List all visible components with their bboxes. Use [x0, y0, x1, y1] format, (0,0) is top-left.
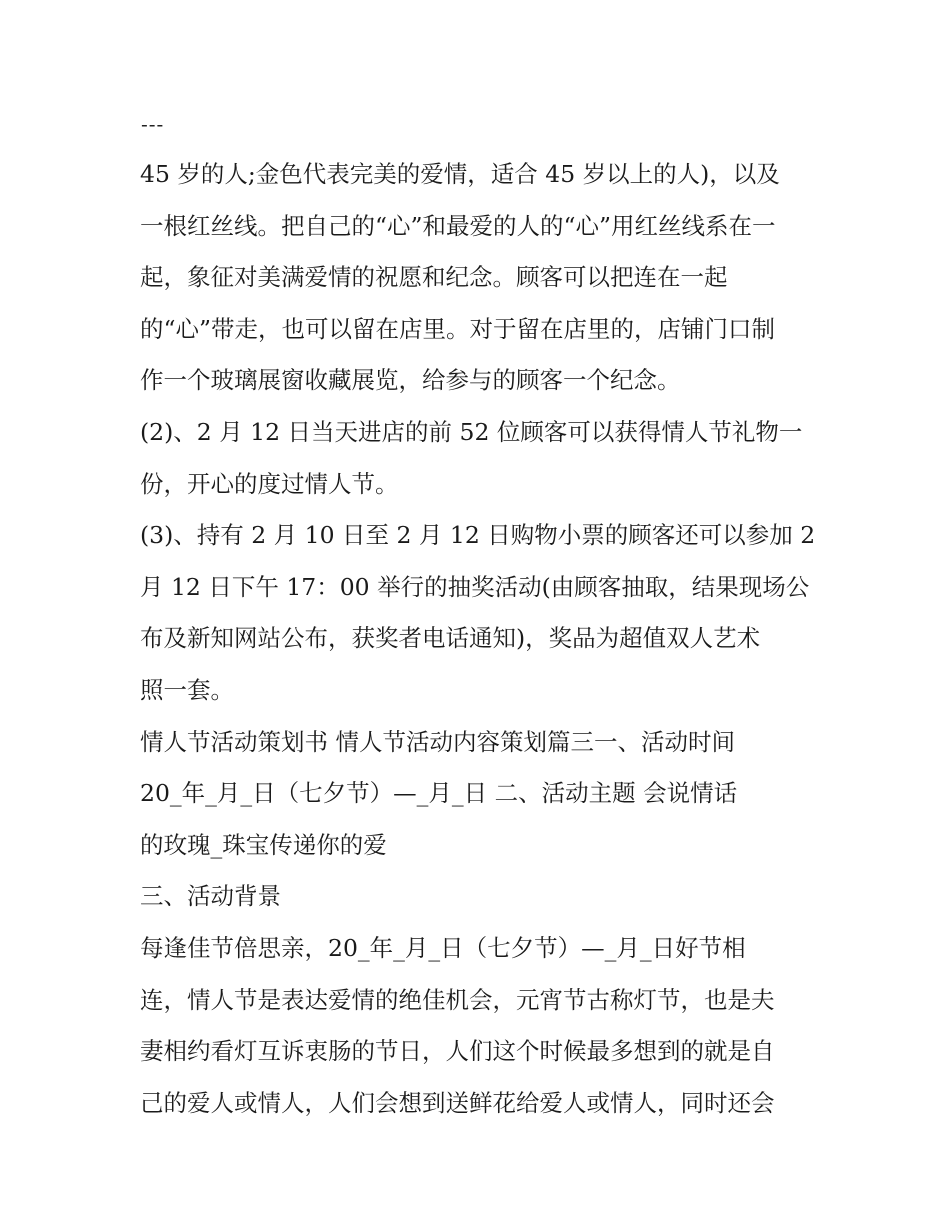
text-line: 20_年_月_日（七夕节）—_月_日 二、活动主题 会说情话	[140, 779, 738, 808]
text-line: 起，象征对美满爱情的祝愿和纪念。顾客可以把连在一起	[140, 263, 728, 292]
separator-text: ---	[141, 112, 165, 136]
text-line: 的“心”带走，也可以留在店里。对于留在店里的，店铺门口制	[140, 314, 776, 343]
body-text	[140, 152, 830, 1132]
text-line: 的玫瑰_珠宝传递你的爱	[140, 830, 387, 859]
text-line: 照一套。	[140, 675, 234, 704]
text-line: 己的爱人或情人，人们会想到送鲜花给爱人或情人，同时还会	[140, 1088, 775, 1117]
text-line: 作一个玻璃展窗收藏展览，给参与的顾客一个纪念。	[140, 366, 681, 395]
section-heading: 三、活动背景	[140, 882, 281, 911]
text-line: 情人节活动策划书 情人节活动内容策划篇三一、活动时间	[140, 727, 735, 756]
text-line: 连，情人节是表达爱情的绝佳机会，元宵节古称灯节，也是夫	[140, 985, 775, 1014]
text-line: 月 12 日下午 17：00 举行的抽奖活动(由顾客抽取，结果现场公	[140, 572, 810, 601]
text-line: 妻相约看灯互诉衷肠的节日，人们这个时候最多想到的就是自	[140, 1037, 775, 1066]
text-line: 份，开心的度过情人节。	[140, 469, 399, 498]
text-line: (2)、2 月 12 日当天进店的前 52 位顾客可以获得情人节礼物一	[140, 417, 803, 446]
text-line: (3)、持有 2 月 10 日至 2 月 12 日购物小票的顾客还可以参加 2	[140, 521, 816, 550]
text-line: 布及新知网站公布，获奖者电话通知)，奖品为超值双人艺术	[140, 624, 761, 653]
text-line: 一根红丝线。把自己的“心”和最爱的人的“心”用红丝线系在一	[140, 211, 776, 240]
text-line: 45 岁的人;金色代表完美的爱情，适合 45 岁以上的人)，以及	[140, 160, 780, 188]
text-line: 每逢佳节倍思亲，20_年_月_日（七夕节）—_月_日好节相	[140, 933, 746, 962]
